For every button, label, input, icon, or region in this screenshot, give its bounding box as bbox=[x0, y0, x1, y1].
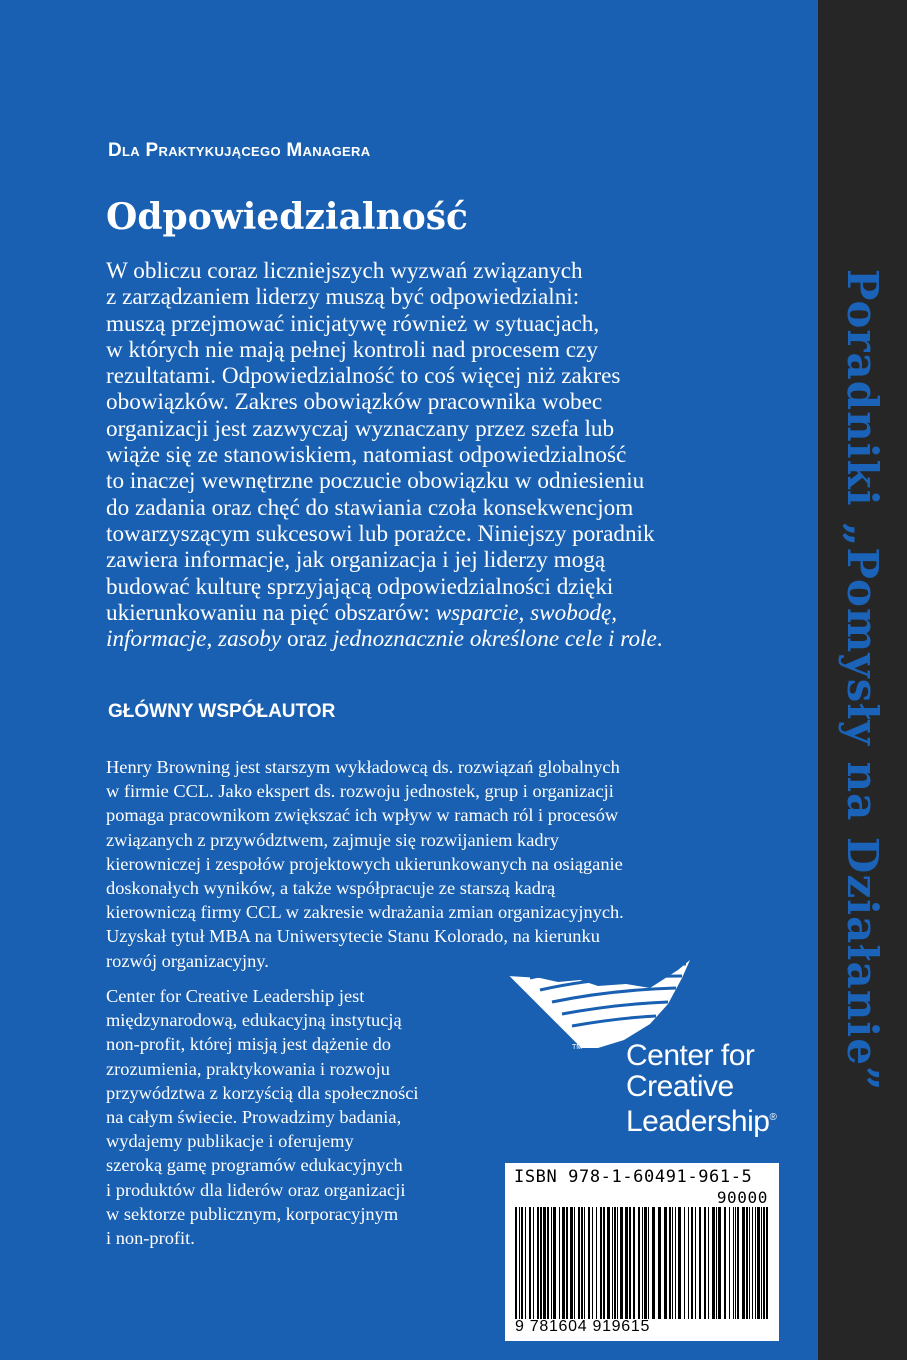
barcode-bar bbox=[695, 1207, 696, 1319]
bio-line: Uzyskał tytuł MBA na Uniwersytecie Stanu Kolorado, na kierunku bbox=[106, 926, 600, 947]
series-label: Dla Praktykującego Managera bbox=[108, 140, 371, 161]
about-line: w sektorze publicznym, korporacyjnym bbox=[106, 1203, 399, 1224]
barcode-bar bbox=[729, 1207, 730, 1319]
barcode-bar bbox=[742, 1207, 745, 1319]
barcode-bar bbox=[596, 1207, 597, 1319]
about-line: i produktów dla liderów oraz organizacji bbox=[106, 1179, 406, 1200]
barcode-bar bbox=[691, 1207, 693, 1319]
description-line: obowiązków. Zakres obowiązków pracownika wobec bbox=[106, 389, 603, 416]
bio-line: doskonałych wyników, a także współpracuje ze starszą kadrą bbox=[106, 878, 556, 899]
barcode-bar bbox=[658, 1207, 661, 1319]
about-line: szeroką gamę programów edukacyjnych bbox=[106, 1155, 403, 1176]
barcode-bar bbox=[733, 1207, 734, 1319]
barcode-bar bbox=[699, 1207, 701, 1319]
barcode-bar bbox=[529, 1207, 531, 1319]
barcode-bar bbox=[551, 1207, 552, 1319]
book-description bbox=[106, 258, 746, 652]
barcode-bar bbox=[515, 1207, 517, 1319]
isbn-barcode bbox=[505, 1163, 779, 1341]
barcode-bar bbox=[749, 1207, 750, 1319]
barcode-bar bbox=[578, 1207, 580, 1319]
barcode-bar bbox=[620, 1207, 623, 1319]
description-line: do zadania oraz chęć do stawiania czoła konsekwencjom bbox=[106, 494, 634, 521]
barcode-bar bbox=[708, 1207, 709, 1319]
barcode-bar bbox=[704, 1207, 706, 1319]
description-line: w których nie mają pełnej kontroli nad procesem czy bbox=[106, 336, 598, 363]
about-line: non-profit, której misją jest dążenie do bbox=[106, 1034, 391, 1055]
barcode-bar bbox=[664, 1207, 667, 1319]
bio-line: pomaga pracownikom zwiększać ich wpływ w ramach ról i procesów bbox=[106, 805, 619, 826]
about-line: i non-profit. bbox=[106, 1228, 195, 1249]
book-title: Odpowiedzialność bbox=[106, 196, 468, 238]
about-line: przywództwa z korzyścią dla społeczności bbox=[106, 1082, 419, 1103]
description-line: to inaczej wewnętrzne poczucie obowiązku w odniesieniu bbox=[106, 468, 645, 495]
barcode-bar bbox=[672, 1207, 673, 1319]
barcode-bar bbox=[638, 1207, 640, 1319]
barcode-bars bbox=[515, 1207, 769, 1319]
barcode-bar bbox=[757, 1207, 760, 1319]
trademark-mark: TM bbox=[572, 1044, 583, 1051]
bio-line: Henry Browning jest starszym wykładowcą ds. rozwiązań globalnych bbox=[106, 757, 620, 777]
registered-mark: ® bbox=[769, 1112, 777, 1123]
isbn-number: ISBN 978-1-60491-961-5 bbox=[514, 1167, 753, 1187]
barcode-bar bbox=[617, 1207, 618, 1319]
barcode-bar bbox=[562, 1207, 565, 1319]
barcode-bar bbox=[735, 1207, 736, 1319]
barcode-bar bbox=[724, 1207, 726, 1319]
ccl-about bbox=[106, 984, 506, 1250]
barcode-bar bbox=[612, 1207, 613, 1319]
barcode-bar bbox=[603, 1207, 605, 1319]
barcode-bar bbox=[625, 1207, 628, 1319]
about-line: Center for Creative Leadership jest bbox=[106, 986, 365, 1006]
description-emphasis: jednoznacznie określone cele i role bbox=[332, 626, 657, 653]
barcode-bar bbox=[584, 1207, 585, 1319]
price-code: 90000 bbox=[716, 1188, 768, 1207]
barcode-bar bbox=[525, 1207, 526, 1319]
barcode-bar bbox=[652, 1207, 655, 1319]
barcode-bar bbox=[766, 1207, 768, 1319]
barcode-bar bbox=[644, 1207, 647, 1319]
barcode-bar bbox=[675, 1207, 676, 1319]
about-line: na całym świecie. Prowadzimy badania, bbox=[106, 1107, 402, 1128]
description-line: wiąże się ze stanowiskiem, natomiast odpowiedzialność bbox=[106, 442, 627, 469]
barcode-bar bbox=[600, 1207, 602, 1319]
barcode-bar bbox=[684, 1207, 685, 1319]
about-line: wydajemy publikacje i oferujemy bbox=[106, 1131, 354, 1152]
description-line: towarzyszącym sukcesowi lub porażce. Niniejszy poradnik bbox=[106, 520, 655, 547]
barcode-bar bbox=[678, 1207, 681, 1319]
logo-line bbox=[626, 1102, 776, 1137]
description-line bbox=[106, 600, 746, 626]
barcode-bar bbox=[746, 1207, 748, 1319]
description-text: ukierunkowaniu na pięć obszarów: bbox=[106, 599, 436, 626]
barcode-bar bbox=[588, 1207, 590, 1319]
barcode-bar bbox=[543, 1207, 546, 1319]
barcode-bar bbox=[537, 1207, 539, 1319]
barcode-bar bbox=[688, 1207, 689, 1319]
barcode-bar bbox=[607, 1207, 610, 1319]
logo-line: Creative bbox=[626, 1070, 734, 1103]
description-line: organizacji jest zazwyczaj wyznaczany przez szefa lub bbox=[106, 415, 615, 442]
description-line: muszą przejmować inicjatywę również w sytuacjach, bbox=[106, 310, 600, 337]
barcode-bar bbox=[763, 1207, 765, 1319]
bio-line: związanych z przywództwem, zajmuje się rozwijaniem kadry bbox=[106, 829, 559, 850]
barcode-bar bbox=[752, 1207, 753, 1319]
ccl-logo-wordmark bbox=[626, 1040, 776, 1137]
about-line: międzynarodową, edukacyjną instytucją bbox=[106, 1010, 402, 1031]
book-spine bbox=[818, 0, 907, 1360]
coauthor-heading: GŁÓWNY WSPÓŁAUTOR bbox=[108, 701, 336, 722]
description-text: . bbox=[656, 626, 663, 653]
bio-line: kierowniczej i zespołów projektowych ukierunkowanych na osiąganie bbox=[106, 853, 623, 874]
barcode-bar bbox=[592, 1207, 593, 1319]
ean-digits: 9 781604 919615 bbox=[515, 1318, 651, 1335]
barcode-bar bbox=[581, 1207, 583, 1319]
description-line: budować kulturę sprzyjającą odpowiedzialności dzięki bbox=[106, 573, 614, 600]
bio-line: kierowniczą firmy CCL w zakresie wdrażania zmian organizacyjnych. bbox=[106, 902, 624, 923]
barcode-bar bbox=[633, 1207, 635, 1319]
barcode-bar bbox=[712, 1207, 715, 1319]
coauthor-bio bbox=[106, 755, 766, 973]
bio-line: w firmie CCL. Jako ekspert ds. rozwoju jednostek, grup i organizacji bbox=[106, 781, 614, 802]
barcode-bar bbox=[559, 1207, 560, 1319]
barcode-bar bbox=[755, 1207, 756, 1319]
barcode-bar bbox=[519, 1207, 520, 1319]
barcode-bar bbox=[574, 1207, 575, 1319]
description-line: rezultatami. Odpowiedzialność to coś więcej niż zakres bbox=[106, 363, 621, 390]
description-emphasis: informacje, zasoby bbox=[106, 626, 282, 653]
barcode-bar bbox=[716, 1207, 717, 1319]
barcode-bar bbox=[553, 1207, 556, 1319]
barcode-bar bbox=[614, 1207, 616, 1319]
description-line: zawiera informacje, jak organizacja i jej liderzy mogą bbox=[106, 547, 606, 574]
bio-line: rozwój organizacyjny. bbox=[106, 950, 269, 971]
description-line: W obliczu coraz liczniejszych wyzwań związanych bbox=[106, 258, 583, 284]
barcode-bar bbox=[648, 1207, 649, 1319]
barcode-bar bbox=[540, 1207, 542, 1319]
barcode-bar bbox=[761, 1207, 762, 1319]
logo-leadership: Leadership bbox=[626, 1105, 770, 1138]
about-line: zrozumienia, praktykowania i rozwoju bbox=[106, 1058, 390, 1079]
description-text: oraz bbox=[281, 626, 333, 653]
barcode-bar bbox=[566, 1207, 568, 1319]
description-emphasis: wsparcie, swobodę, bbox=[435, 599, 618, 626]
logo-line: Center for bbox=[626, 1039, 755, 1072]
barcode-bar bbox=[533, 1207, 534, 1319]
barcode-bar bbox=[521, 1207, 523, 1319]
barcode-bar bbox=[642, 1207, 643, 1319]
spine-title: Poradniki „Pomysły na Działanie” bbox=[838, 268, 887, 1092]
description-line: z zarządzaniem liderzy muszą być odpowiedzialni: bbox=[106, 284, 580, 311]
barcode-bar bbox=[570, 1207, 573, 1319]
barcode-bar bbox=[547, 1207, 549, 1319]
description-line bbox=[106, 626, 746, 652]
barcode-bar bbox=[629, 1207, 631, 1319]
barcode-bar bbox=[718, 1207, 721, 1319]
barcode-bar bbox=[669, 1207, 671, 1319]
barcode-bar bbox=[737, 1207, 739, 1319]
